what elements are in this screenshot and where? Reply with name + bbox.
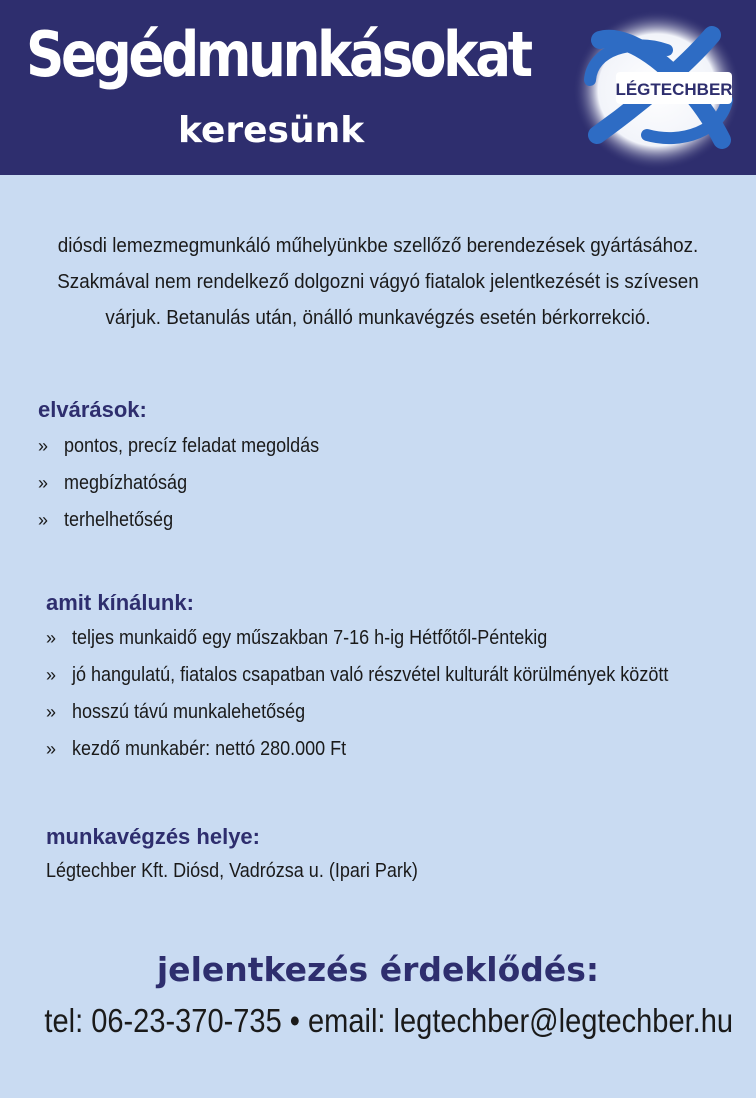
header-banner: [0, 0, 756, 175]
bullet-icon: »: [46, 665, 57, 685]
page-subtitle: keresünk: [178, 110, 365, 151]
list-item: » hosszú távú munkalehetőség: [46, 701, 306, 723]
offer-heading: amit kínálunk:: [46, 590, 194, 615]
apply-heading: jelentkezés érdeklődés:: [156, 950, 600, 989]
bullet-icon: »: [38, 510, 49, 530]
requirements-heading: elvárások:: [38, 397, 147, 422]
workplace-address: Légtechber Kft. Diósd, Vadrózsa u. (Ipari Park): [46, 860, 418, 882]
offer-list: [46, 620, 735, 768]
logo-wordmark: LÉGTECHBER: [615, 80, 733, 99]
list-item: » megbízhatóság: [38, 472, 188, 494]
list-item: » pontos, precíz feladat megoldás: [38, 435, 320, 457]
page-title: Segédmunkásokat: [26, 18, 530, 91]
bullet-icon: »: [46, 628, 57, 648]
intro-text: [49, 228, 708, 336]
intro-line: Szakmával nem rendelkező dolgozni vágyó fiatalok jelentkezését is szívesen: [57, 270, 699, 293]
list-item: » kezdő munkabér: nettó 280.000 Ft: [46, 738, 347, 760]
company-logo: [572, 10, 742, 170]
bullet-icon: »: [46, 739, 57, 759]
contact-line: tel: 06-23-370-735 • email: legtechber@legtechber.hu: [44, 1002, 734, 1039]
list-item: » teljes munkaidő egy műszakban 7-16 h-ig Hétfőtől-Péntekig: [46, 627, 548, 649]
list-item: » terhelhetőség: [38, 509, 174, 531]
intro-line: diósdi lemezmegmunkáló műhelyünkbe szellőző berendezések gyártásához.: [57, 234, 699, 257]
bullet-icon: »: [38, 473, 49, 493]
intro-line: várjuk. Betanulás után, önálló munkavégzés esetén bérkorrekció.: [105, 306, 651, 329]
bullet-icon: »: [46, 702, 57, 722]
bullet-icon: »: [38, 436, 49, 456]
requirements-list: [38, 428, 348, 539]
workplace-heading: munkavégzés helye:: [46, 824, 260, 849]
list-item: » jó hangulatú, fiatalos csapatban való részvétel kulturált körülmények között: [46, 664, 669, 686]
